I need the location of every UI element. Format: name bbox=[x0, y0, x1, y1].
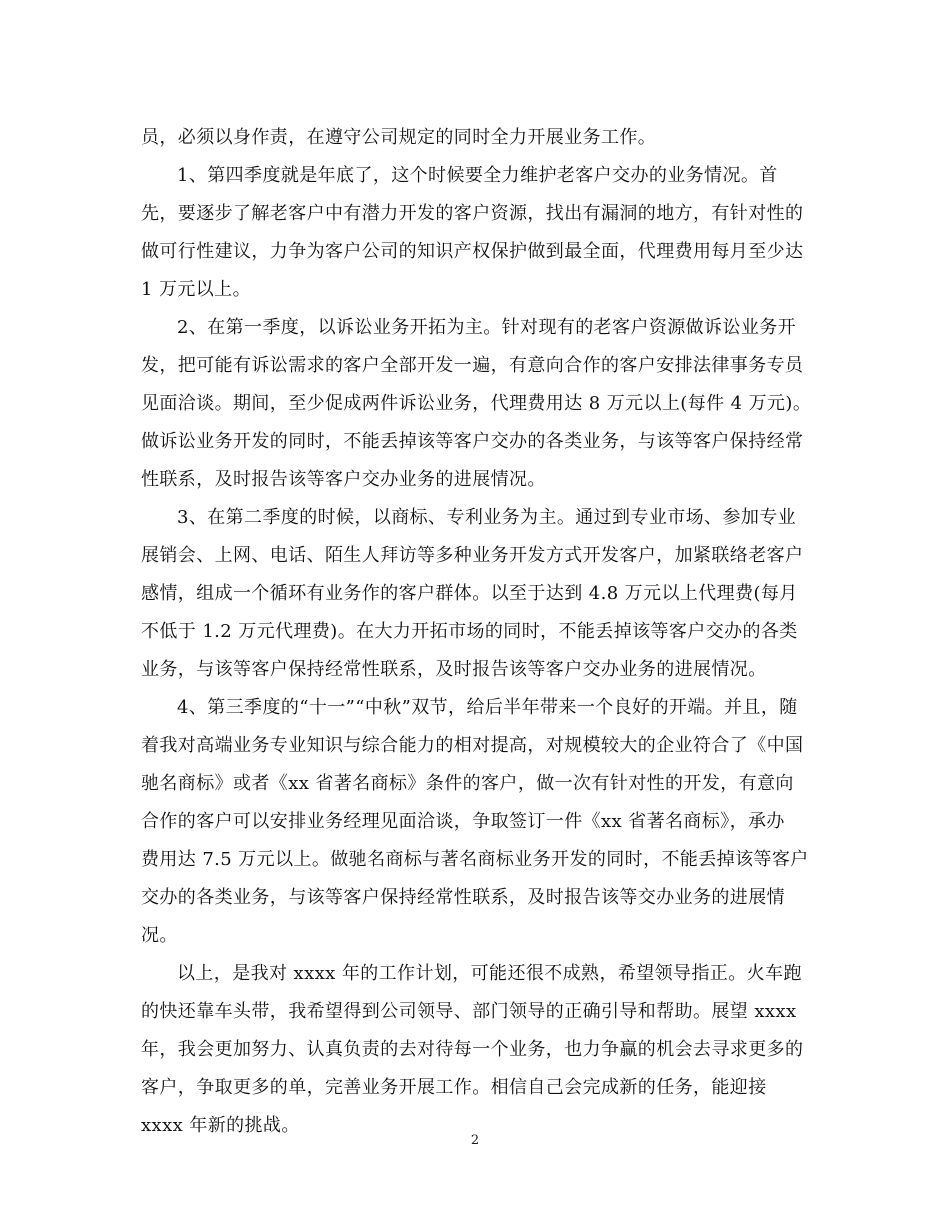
paragraph-2-line: 发，把可能有诉讼需求的客户全部开发一遍，有意向合作的客户安排法律事务专员 bbox=[141, 355, 804, 376]
paragraph-2-line: 性联系，及时报告该等客户交办业务的进展情况。 bbox=[141, 469, 546, 490]
paragraph-3-line: 不低于 1.2 万元代理费)。在大力开拓市场的同时，不能丢掉该等客户交办的各类 bbox=[141, 621, 798, 642]
paragraph-4-line: 交办的各类业务，与该等客户保持经常性联系，及时报告该等交办业务的进展情 bbox=[141, 887, 785, 908]
paragraph-4-line: 4、第三季度的“十一”“中秋”双节，给后半年带来一个良好的开端。并且，随 bbox=[177, 697, 798, 718]
paragraph-4-line: 合作的客户可以安排业务经理见面洽谈，争取签订一件《xx 省著名商标》，承办 bbox=[141, 811, 785, 832]
paragraph-3-line: 感情，组成一个循环有业务作的客户群体。以至于达到 4.8 万元以上代理费(每月 bbox=[141, 583, 798, 604]
paragraph-4-line: 费用达 7.5 万元以上。做驰名商标与著名商标业务开发的同时，不能丢掉该等客户 bbox=[141, 849, 809, 870]
page-number: 2 bbox=[470, 1133, 480, 1148]
paragraph-1-line: 1 万元以上。 bbox=[141, 279, 251, 300]
paragraph-5-line: xxxx 年新的挑战。 bbox=[141, 1115, 300, 1136]
paragraph-5-line: 以上，是我对 xxxx 年的工作计划，可能还很不成熟，希望领导指正。火车跑 bbox=[177, 963, 802, 984]
paragraph-4-line: 况。 bbox=[141, 925, 178, 946]
paragraph-5-line: 客户，争取更多的单，完善业务开展工作。相信自己会完成新的任务，能迎接 bbox=[141, 1077, 767, 1098]
body-text-line: 员，必须以身作责，在遵守公司规定的同时全力开展业务工作。 bbox=[141, 127, 657, 148]
paragraph-5-line: 年，我会更加努力、认真负责的去对待每一个业务，也力争赢的机会去寻求更多的 bbox=[141, 1039, 804, 1060]
paragraph-4-line: 驰名商标》或者《xx 省著名商标》条件的客户，做一次有针对性的开发，有意向 bbox=[141, 773, 794, 794]
paragraph-3-line: 业务，与该等客户保持经常性联系，及时报告该等客户交办业务的进展情况。 bbox=[141, 659, 767, 680]
paragraph-1-line: 做可行性建议，力争为客户公司的知识产权保护做到最全面，代理费用每月至少达 bbox=[141, 241, 804, 262]
paragraph-1-line: 1、第四季度就是年底了，这个时候要全力维护老客户交办的业务情况。首 bbox=[177, 165, 778, 186]
paragraph-3-line: 3、在第二季度的时候，以商标、专利业务为主。通过到专业市场、参加专业 bbox=[177, 507, 797, 528]
paragraph-2-line: 做诉讼业务开发的同时，不能丢掉该等客户交办的各类业务，与该等客户保持经常 bbox=[141, 431, 804, 452]
paragraph-4-line: 着我对高端业务专业知识与综合能力的相对提高，对规模较大的企业符合了《中国 bbox=[141, 735, 804, 756]
paragraph-3-line: 展销会、上网、电话、陌生人拜访等多种业务开发方式开发客户，加紧联络老客户 bbox=[141, 545, 804, 566]
paragraph-2-line: 见面洽谈。期间，至少促成两件诉讼业务，代理费用达 8 万元以上(每件 4 万元)。 bbox=[141, 393, 812, 414]
paragraph-1-line: 先，要逐步了解老客户中有潜力开发的客户资源，找出有漏洞的地方，有针对性的 bbox=[141, 203, 804, 224]
paragraph-2-line: 2、在第一季度，以诉讼业务开拓为主。针对现有的老客户资源做诉讼业务开 bbox=[177, 317, 797, 338]
paragraph-5-line: 的快还靠车头带，我希望得到公司领导、部门领导的正确引导和帮助。展望 xxxx bbox=[141, 1001, 797, 1022]
